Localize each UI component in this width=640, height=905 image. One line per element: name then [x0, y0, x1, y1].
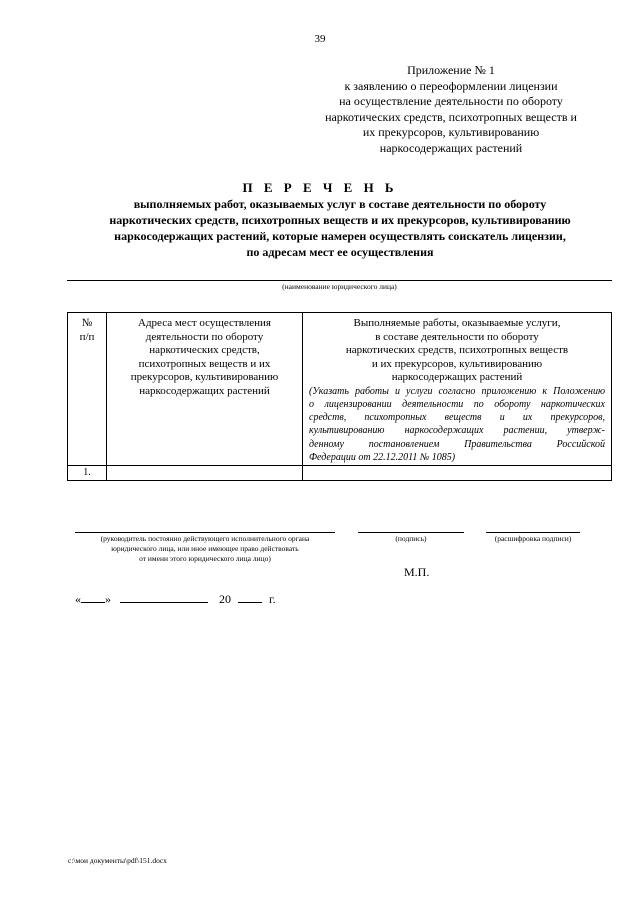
date-open-quote: « — [75, 592, 81, 606]
stamp-placeholder: М.П. — [404, 565, 430, 579]
head-caption — [70, 534, 340, 564]
subtitle-line: наркосодержащих растений, которые намерен осуществлять соискатель лицензии, — [114, 229, 566, 243]
head-caption-line: от имени этого юридического лица лицо) — [139, 554, 271, 563]
header-works-line: наркосодержащих растений — [391, 371, 523, 383]
header-addresses-line: наркотических средств, — [149, 344, 260, 356]
row-number: 1. — [68, 466, 107, 481]
appendix-line: их прекурсоров, культивированию — [362, 125, 540, 139]
header-addresses-line: Адреса мест осуществления — [138, 317, 271, 329]
table-row — [68, 466, 612, 481]
year-prefix: 20 — [219, 592, 231, 606]
subtitle-line: выполняемых работ, оказываемых услуг в составе деятельности по обороту — [133, 197, 547, 211]
header-works-line: Выполняемые работы, оказываемые услуги, — [353, 317, 561, 329]
table-header-row — [68, 313, 612, 466]
header-works-note — [306, 385, 608, 465]
document-title: П Е Р Е Ч Е Н Ь — [242, 180, 398, 195]
entity-name-caption: (наименование юридического лица) — [282, 282, 397, 291]
entity-name-line[interactable] — [67, 280, 612, 281]
header-addresses-line: наркосодержащих растений — [139, 384, 270, 397]
header-number-line: п/п — [79, 330, 95, 343]
subtitle-line: наркотических средств, психотропных веществ и их прекурсоров, культивированию — [109, 213, 571, 227]
appendix-line: к заявлению о переоформлении лицензии — [344, 78, 558, 93]
header-addresses-line: прекурсоров, культивированию — [130, 371, 279, 383]
row-address-cell[interactable] — [107, 466, 303, 481]
day-blank[interactable] — [81, 602, 105, 603]
month-blank[interactable] — [120, 602, 208, 603]
header-number-line: № — [81, 317, 93, 329]
note-line: (Указать работы и услуги согласно приложению к Положению — [309, 385, 605, 397]
appendix-heading — [290, 63, 612, 156]
note-line: денному постановлением Правительства Российской — [309, 438, 605, 450]
header-number — [68, 313, 107, 466]
head-caption-line: юридического лица, или иное имеющее право действовать — [111, 544, 299, 553]
year-suffix: г. — [269, 592, 276, 606]
date-line — [75, 592, 276, 607]
page-number: 39 — [314, 33, 326, 45]
header-works-line: в составе деятельности по обороту — [375, 330, 539, 343]
head-signature-line[interactable] — [75, 532, 335, 533]
note-line: культивированию наркосодержащих растении, утверж- — [309, 425, 605, 437]
note-line: Федерации от 22.12.2011 № 1085) — [309, 451, 456, 463]
header-works-line: наркотических средств, психотропных веществ — [345, 344, 569, 356]
head-caption-line: (руководитель постоянно действующего исполнительного органа — [100, 534, 310, 543]
signature-caption: (подпись) — [395, 534, 427, 543]
header-works — [303, 313, 612, 466]
date-close-quote: » — [105, 592, 111, 606]
header-addresses — [107, 313, 303, 466]
subtitle-line: по адресам мест ее осуществления — [246, 245, 434, 259]
note-line: средств, психотропных веществ и их прекурсоров, — [309, 412, 605, 424]
appendix-line: наркотических средств, психотропных веществ и — [325, 109, 577, 124]
signature-line[interactable] — [358, 532, 464, 533]
row-works-cell[interactable] — [303, 466, 612, 481]
signature-decode-line[interactable] — [486, 532, 580, 533]
note-line: о лицензировании деятельности по обороту наркотических — [309, 398, 605, 410]
signature-decode-caption: (расшифровка подписи) — [494, 534, 572, 543]
document-subtitle — [50, 196, 630, 260]
works-table — [67, 312, 612, 481]
header-addresses-line: психотропных веществ и их — [138, 357, 271, 370]
appendix-line: Приложение № 1 — [407, 63, 495, 77]
file-path-footer: c:\мои документы\pdf\151.docx — [68, 856, 167, 865]
appendix-line: на осуществление деятельности по обороту — [339, 94, 563, 108]
year-blank[interactable] — [238, 602, 262, 603]
header-addresses-line: деятельности по обороту — [145, 330, 264, 343]
header-works-line: и их прекурсоров, культивированию — [371, 357, 543, 370]
appendix-line: наркосодержащих растений — [379, 140, 523, 155]
